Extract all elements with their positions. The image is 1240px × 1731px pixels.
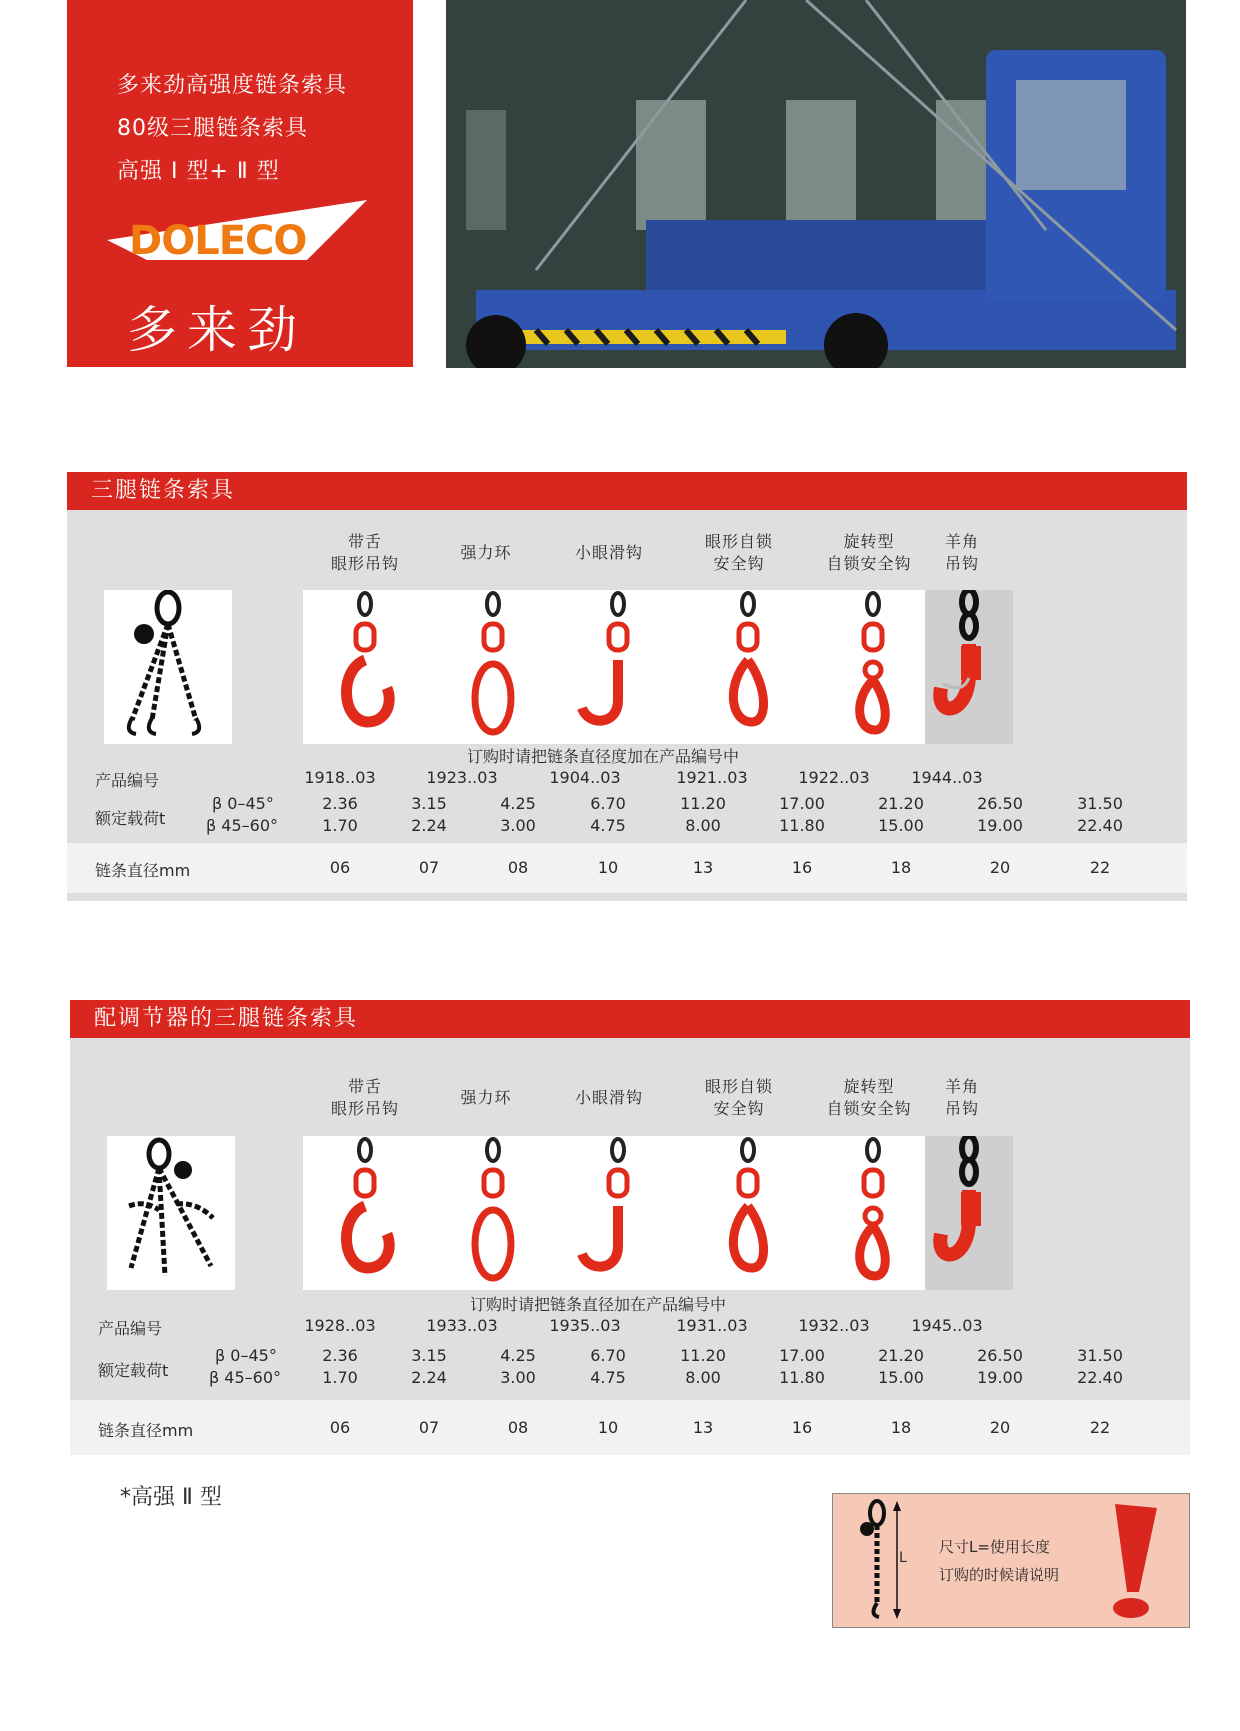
load-45-60: 22.40	[1077, 816, 1123, 835]
product-code: 1931..03	[676, 1316, 748, 1335]
section-three-leg-sling	[67, 472, 1187, 901]
diameter-value: 22	[1089, 858, 1111, 877]
product-code: 1923..03	[426, 768, 498, 787]
product-code: 1918..03	[304, 768, 376, 787]
load-0-45: 21.20	[878, 794, 924, 813]
dimension-label: L	[899, 1550, 907, 1566]
three-leg-sling-icon	[104, 590, 232, 744]
length-note-box	[832, 1493, 1190, 1628]
col-header-text: 带舌 眼形吊钩	[330, 532, 399, 573]
diameter-value: 16	[791, 858, 813, 877]
single-leg-chain-icon	[853, 1499, 923, 1621]
col-header-latch-eye-hook	[310, 531, 420, 575]
col-header-text: 小眼滑钩	[574, 543, 643, 562]
load-45-60: 22.40	[1077, 1368, 1123, 1387]
hook-images-panel	[303, 1136, 925, 1290]
rated-load-label: 额定载荷t	[95, 809, 166, 828]
product-code: 1904..03	[549, 768, 621, 787]
rated-load-label: 额定载荷t	[98, 1361, 169, 1380]
load-0-45: 31.50	[1077, 1346, 1123, 1365]
load-45-60: 1.70	[322, 816, 358, 835]
product-code: 1935..03	[549, 1316, 621, 1335]
col-header-text: 强力环	[460, 543, 512, 562]
truck-lifting-photo	[446, 0, 1186, 368]
note-line-2: 订购的时候请说明	[939, 1566, 1060, 1584]
load-0-45: 17.00	[779, 794, 825, 813]
brand-line-2: 80级三腿链条索具	[117, 116, 308, 141]
ram-hook-icon	[925, 1136, 1013, 1290]
col-header-text: 强力环	[460, 1088, 512, 1107]
col-header-ram-hook	[932, 531, 992, 575]
diameter-value: 06	[329, 1418, 351, 1437]
col-header-swivel-safety-hook	[809, 1076, 929, 1120]
latch-eye-hook-icon	[346, 593, 389, 722]
col-header-master-link	[431, 1087, 541, 1109]
load-45-60: 8.00	[685, 816, 721, 835]
load-0-45: 17.00	[779, 1346, 825, 1365]
diameter-value: 18	[890, 1418, 912, 1437]
load-45-60: 3.00	[500, 816, 536, 835]
load-0-45: 26.50	[977, 1346, 1023, 1365]
sling-hook-icon	[582, 593, 627, 721]
diameter-value: 07	[418, 858, 440, 877]
master-link-icon	[475, 593, 511, 732]
footnote: *高强 Ⅱ 型	[120, 1485, 222, 1510]
load-45-60: 8.00	[685, 1368, 721, 1387]
load-45-60: 11.80	[779, 1368, 825, 1387]
col-header-text: 带舌 眼形吊钩	[330, 1077, 399, 1118]
product-code: 1922..03	[798, 768, 870, 787]
order-note: 订购时请把链条直径度加在产品编号中	[467, 747, 740, 766]
diameter-value: 08	[507, 858, 529, 877]
load-45-60: 15.00	[878, 816, 924, 835]
load-45-60: 15.00	[878, 1368, 924, 1387]
beta-45-60-label: β 45–60°	[206, 816, 279, 835]
load-45-60: 11.80	[779, 816, 825, 835]
diameter-value: 10	[597, 1418, 619, 1437]
diameter-value: 13	[692, 1418, 714, 1437]
product-code: 1933..03	[426, 1316, 498, 1335]
col-header-text: 羊角 吊钩	[944, 532, 979, 573]
logo-wordmark: DOLECO	[129, 218, 307, 264]
load-0-45: 3.15	[411, 794, 447, 813]
col-header-text: 眼形自锁 安全钩	[704, 532, 773, 573]
col-header-sling-hook	[554, 542, 664, 564]
col-header-eye-safety-hook	[684, 531, 794, 575]
load-45-60: 2.24	[411, 1368, 447, 1387]
col-header-ram-hook	[932, 1076, 992, 1120]
col-header-swivel-safety-hook	[809, 531, 929, 575]
product-code: 1945..03	[911, 1316, 983, 1335]
ram-hook-image	[925, 1136, 1013, 1290]
load-45-60: 19.00	[977, 816, 1023, 835]
hook-icons	[303, 1136, 925, 1290]
swivel-safety-hook-icon	[860, 593, 886, 730]
load-45-60: 4.75	[590, 816, 626, 835]
beta-0-45-label: β 0–45°	[212, 794, 274, 813]
diameter-value: 13	[692, 858, 714, 877]
load-0-45: 31.50	[1077, 794, 1123, 813]
adjuster-sling-icon	[107, 1136, 235, 1290]
product-code-label: 产品编号	[95, 771, 160, 790]
photo-illustration	[446, 0, 1186, 368]
adjuster-sling-thumbnail	[107, 1136, 235, 1290]
ram-hook-icon	[925, 590, 1013, 744]
load-45-60: 1.70	[322, 1368, 358, 1387]
col-header-text: 羊角 吊钩	[944, 1077, 979, 1118]
diameter-value: 20	[989, 1418, 1011, 1437]
ram-hook-image	[925, 590, 1013, 744]
beta-45-60-label: β 45–60°	[209, 1368, 282, 1387]
logo-chinese: 多来劲	[127, 301, 307, 359]
diameter-value: 10	[597, 858, 619, 877]
diameter-value: 22	[1089, 1418, 1111, 1437]
hook-icons	[303, 590, 925, 744]
diameter-value: 18	[890, 858, 912, 877]
beta-0-45-label: β 0–45°	[215, 1346, 277, 1365]
order-note: 订购时请把链条直径加在产品编号中	[470, 1295, 727, 1314]
col-header-master-link	[431, 542, 541, 564]
product-code: 1921..03	[676, 768, 748, 787]
diameter-label: 链条直径mm	[98, 1421, 194, 1440]
load-0-45: 4.25	[500, 794, 536, 813]
section-title: 配调节器的三腿链条索具	[70, 1000, 1190, 1038]
col-header-text: 眼形自锁 安全钩	[704, 1077, 773, 1118]
col-header-text: 旋转型 自锁安全钩	[826, 532, 912, 573]
col-header-eye-safety-hook	[684, 1076, 794, 1120]
diameter-value: 16	[791, 1418, 813, 1437]
section-title: 三腿链条索具	[67, 472, 1187, 510]
diameter-value: 07	[418, 1418, 440, 1437]
product-code: 1928..03	[304, 1316, 376, 1335]
eye-safety-hook-icon	[733, 593, 763, 722]
diameter-value: 20	[989, 858, 1011, 877]
load-0-45: 2.36	[322, 1346, 358, 1365]
load-0-45: 21.20	[878, 1346, 924, 1365]
product-code: 1944..03	[911, 768, 983, 787]
diameter-value: 06	[329, 858, 351, 877]
load-0-45: 3.15	[411, 1346, 447, 1365]
exclamation-icon	[1097, 1504, 1167, 1620]
load-45-60: 2.24	[411, 816, 447, 835]
diameter-label: 链条直径mm	[95, 861, 191, 880]
load-45-60: 3.00	[500, 1368, 536, 1387]
brand-line-3: 高强 Ⅰ 型+ Ⅱ 型	[117, 159, 280, 184]
load-45-60: 19.00	[977, 1368, 1023, 1387]
section-three-leg-sling-adjuster	[70, 1000, 1190, 1455]
brand-line-1: 多来劲高强度链条索具	[117, 73, 348, 98]
note-line-1: 尺寸L=使用长度	[939, 1538, 1050, 1556]
col-header-text: 旋转型 自锁安全钩	[826, 1077, 912, 1118]
col-header-latch-eye-hook	[310, 1076, 420, 1120]
three-leg-sling-thumbnail	[104, 590, 232, 744]
load-0-45: 11.20	[680, 1346, 726, 1365]
load-0-45: 6.70	[590, 1346, 626, 1365]
diameter-value: 08	[507, 1418, 529, 1437]
load-0-45: 6.70	[590, 794, 626, 813]
col-header-text: 小眼滑钩	[574, 1088, 643, 1107]
col-header-sling-hook	[554, 1087, 664, 1109]
load-45-60: 4.75	[590, 1368, 626, 1387]
load-0-45: 26.50	[977, 794, 1023, 813]
load-0-45: 4.25	[500, 1346, 536, 1365]
load-0-45: 2.36	[322, 794, 358, 813]
hook-images-panel	[303, 590, 925, 744]
load-0-45: 11.20	[680, 794, 726, 813]
brand-panel	[67, 0, 413, 367]
product-code: 1932..03	[798, 1316, 870, 1335]
product-code-label: 产品编号	[98, 1319, 163, 1338]
